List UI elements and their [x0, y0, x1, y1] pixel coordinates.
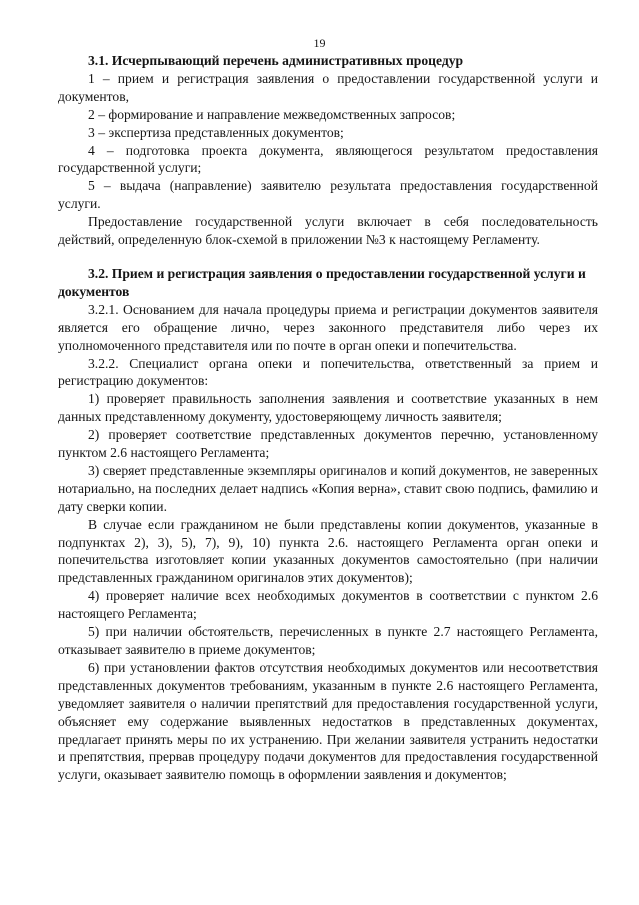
page-content [58, 52, 598, 784]
section-3-1 [58, 52, 598, 249]
paragraph: 2 – формирование и направление межведомственных запросов; [88, 106, 456, 122]
paragraph: 3) сверяет представленные экземпляры оригиналов и копий документов, не заверенных нотариально, на последних делает надпись «Копия верна», ставит свою подпись, фамилию и дату сверки копии. [58, 462, 598, 514]
section-heading: 3.1. Исчерпывающий перечень административных процедур [88, 53, 464, 68]
paragraph: 3 – экспертиза представленных документов; [88, 124, 344, 140]
paragraph: 3.2.1. Основанием для начала процедуры приема и регистрации документов заявителя является его обращение лично, через законного представителя либо через их уполномоченного представителя или по почте в орган опеки и попечительства. [58, 301, 598, 353]
paragraph: 2) проверяет соответствие представленных документов перечню, установленному пунктом 2.6 настоящего Регламента; [58, 427, 598, 461]
paragraph: 4) проверяет наличие всех необходимых документов в соответствии с пунктом 2.6 настоящего Регламента; [58, 588, 598, 622]
paragraph: 1 – прием и регистрация заявления о предоставлении государственной услуги и документов, [58, 70, 598, 104]
paragraph: 1) проверяет правильность заполнения заявления и соответствие указанных в нем данных представленному документу, удостоверяющему личность заявителя; [58, 391, 598, 425]
paragraph: 3.2.2. Специалист органа опеки и попечительства, ответственный за прием и регистрацию документов: [58, 355, 598, 389]
paragraph: 6) при установлении фактов отсутствия необходимых документов или несоответствия представленных документов требованиям, указанным в пункте 2.6 настоящего Регламента, уведомляет заявителя о наличии препятствий для предоставления государственной услуги, объясняет ему содержание выявленных недостатков в представленных документах, предлагает принять меры по их устранению. При желании заявителя устранить недостатки и препятствия, прервав процедуру подачи документов для предоставления государственной услуги, оказывает заявителю помощь в оформлении заявления и документов; [58, 659, 598, 783]
paragraph: 4 – подготовка проекта документа, являющегося результатом предоставления государственной услуги; [58, 142, 598, 176]
section-heading: 3.2. Прием и регистрация заявления о предоставлении государственной услуги и документов [58, 265, 586, 299]
paragraph: Предоставление государственной услуги включает в себя последовательность действий, определенную блок-схемой в приложении №3 к настоящему Регламенту. [58, 214, 598, 248]
paragraph: 5) при наличии обстоятельств, перечисленных в пункте 2.7 настоящего Регламента, отказывает заявителю в приеме документов; [58, 624, 598, 657]
section-3-2 [58, 265, 598, 784]
page-number: 19 [313, 36, 326, 50]
paragraph: 5 – выдача (направление) заявителю результата предоставления государственной услуги. [58, 178, 598, 212]
paragraph: В случае если гражданином не были представлены копии документов, указанные в подпунктах 2), 3), 5), 7), 9), 10) пункта 2.6. настоящего Регламента орган опеки и попечительства изготовляет копии указанных документов самостоятельно (при наличии представленных гражданином оригиналов этих документов); [58, 516, 598, 586]
